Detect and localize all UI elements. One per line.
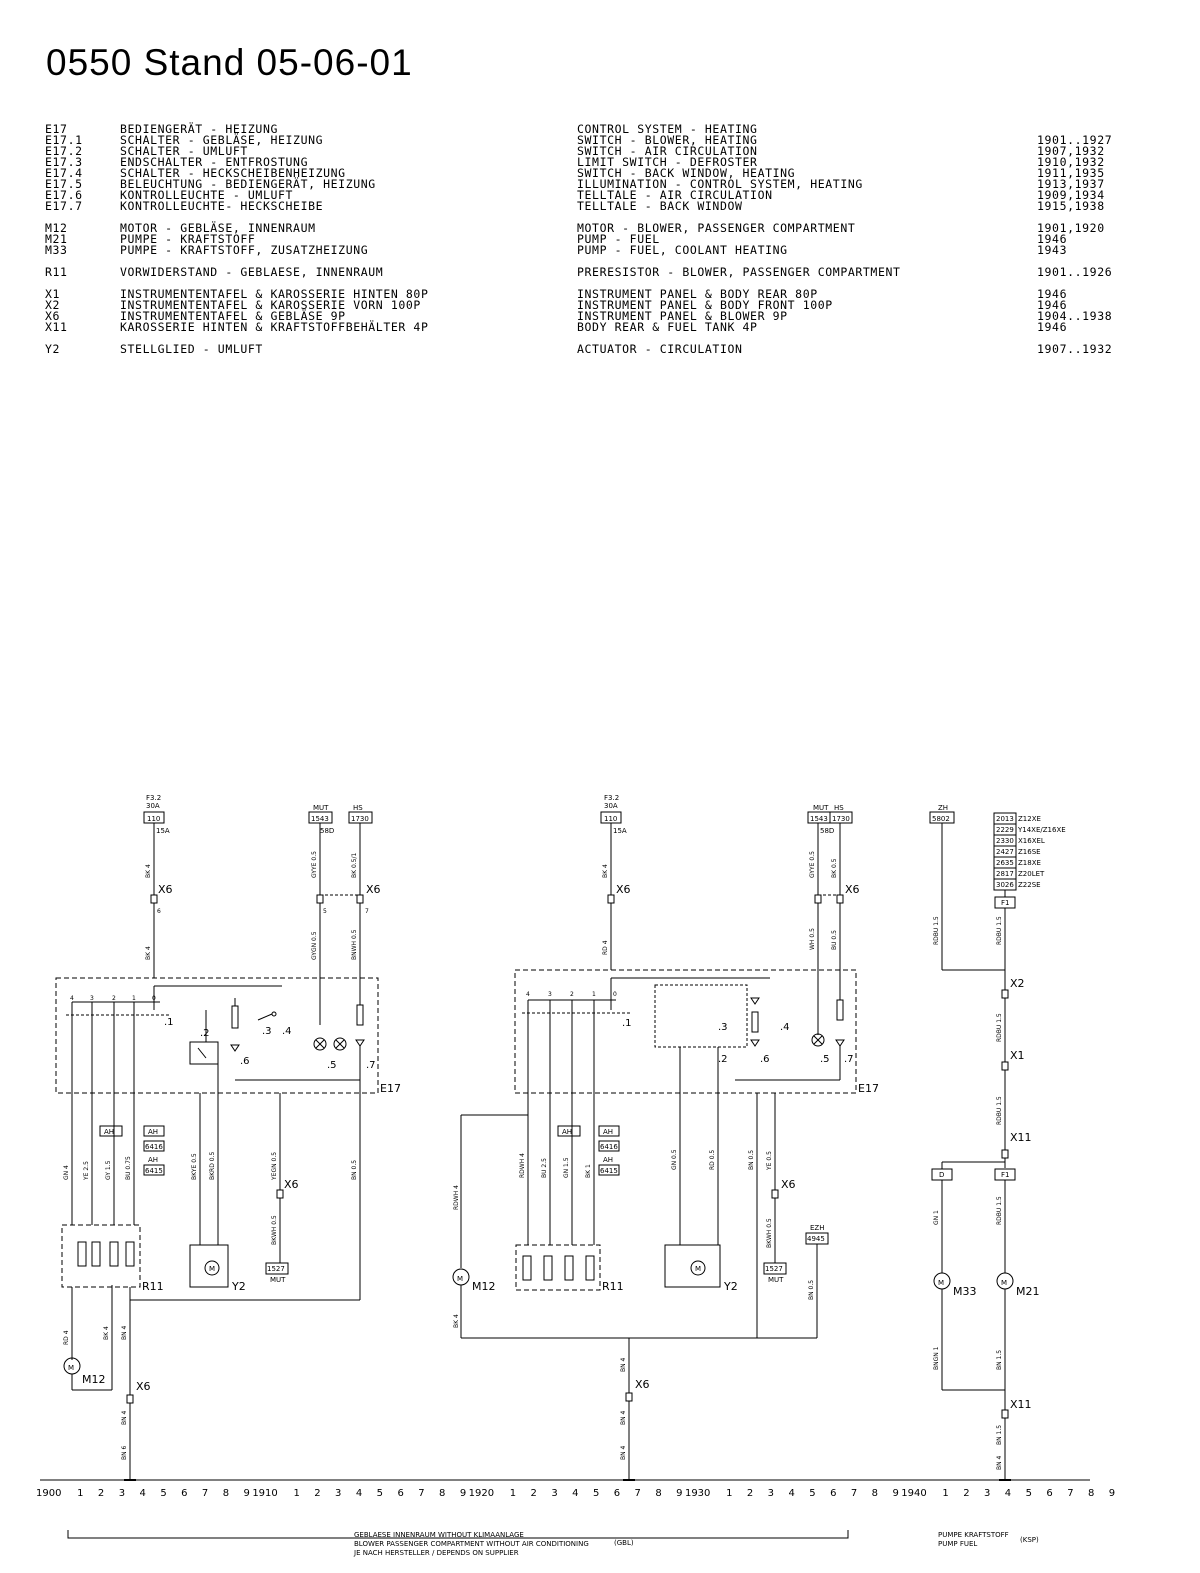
legend-de: BEDIENGERÄT - HEIZUNG bbox=[120, 122, 278, 136]
svg-text:15A: 15A bbox=[613, 827, 627, 835]
svg-text:Z20LET: Z20LET bbox=[1018, 870, 1045, 878]
legend-de: SCHALTER - GEBLÄSE, HEIZUNG bbox=[120, 133, 324, 147]
legend-code: M21 bbox=[45, 232, 68, 246]
svg-text:X2: X2 bbox=[1010, 977, 1025, 990]
legend-code: E17.2 bbox=[45, 144, 83, 158]
ruler-digit: 4 bbox=[788, 1488, 795, 1499]
legend-en: SWITCH - BLOWER, HEATING bbox=[577, 133, 758, 147]
footer-ksp-line2: PUMP FUEL bbox=[938, 1540, 978, 1548]
legend-code: E17.6 bbox=[45, 188, 83, 202]
svg-text:F1: F1 bbox=[1001, 899, 1010, 907]
ruler-digit: 1 bbox=[509, 1488, 517, 1499]
legend-en: INSTRUMENT PANEL & BODY REAR 80P bbox=[577, 287, 818, 301]
svg-text:AH: AH bbox=[148, 1156, 159, 1164]
svg-text:BK 0.5/1: BK 0.5/1 bbox=[351, 852, 358, 878]
svg-text:5802: 5802 bbox=[932, 815, 950, 823]
svg-text:6415: 6415 bbox=[600, 1167, 618, 1175]
ruler-digit: 3 bbox=[551, 1488, 558, 1499]
svg-text:GYGN 0.5: GYGN 0.5 bbox=[311, 931, 318, 960]
ruler-digit: 1 bbox=[726, 1488, 733, 1499]
svg-text:YE 0.5: YE 0.5 bbox=[766, 1151, 773, 1170]
svg-text:M: M bbox=[457, 1275, 464, 1283]
circuit-middle bbox=[453, 794, 879, 1480]
ruler-digit: 5 bbox=[592, 1488, 600, 1499]
svg-text:D: D bbox=[939, 1171, 945, 1179]
ruler-digit: 1 bbox=[293, 1488, 300, 1499]
legend-ref: 1911,1935 bbox=[1037, 166, 1105, 180]
ruler-digit: 4 bbox=[139, 1488, 146, 1499]
legend-de: INSTRUMENTENTAFEL & KAROSSERIE HINTEN 80P bbox=[120, 287, 429, 301]
svg-text:RDBU 1.5: RDBU 1.5 bbox=[996, 1013, 1003, 1042]
fuse-name: F3.2 bbox=[146, 794, 162, 802]
legend-de: KAROSSERIE HINTEN & KRAFTSTOFFBEHÄLTER 4P bbox=[120, 320, 429, 334]
legend-ref: 1901..1927 bbox=[1037, 133, 1113, 147]
svg-text:BK 0.5: BK 0.5 bbox=[831, 858, 838, 878]
legend-ref: 1909,1934 bbox=[1037, 188, 1105, 202]
legend-code: R11 bbox=[45, 265, 68, 279]
svg-text:GYYE 0.5: GYYE 0.5 bbox=[809, 851, 816, 878]
svg-text:58D: 58D bbox=[320, 827, 335, 835]
column-ruler bbox=[36, 1488, 1115, 1499]
svg-text:.1: .1 bbox=[164, 1017, 174, 1028]
svg-text:BK 4: BK 4 bbox=[453, 1314, 460, 1328]
legend-code: M12 bbox=[45, 221, 68, 235]
ruler-digit: 4 bbox=[1004, 1488, 1012, 1499]
svg-text:5: 5 bbox=[323, 908, 327, 915]
svg-text:EZH: EZH bbox=[810, 1224, 825, 1232]
ruler-decade: 1930 bbox=[684, 1488, 711, 1499]
ruler-digit: 5 bbox=[1025, 1488, 1032, 1499]
legend-code: Y2 bbox=[45, 342, 61, 356]
mut-label: MUT bbox=[313, 804, 329, 812]
svg-text:2427: 2427 bbox=[996, 848, 1014, 856]
svg-text:BN 4: BN 4 bbox=[121, 1325, 128, 1340]
svg-text:AH: AH bbox=[603, 1156, 614, 1164]
ruler-digit: 7 bbox=[201, 1488, 209, 1499]
svg-text:4: 4 bbox=[526, 991, 530, 998]
legend-code: E17.1 bbox=[45, 133, 83, 147]
legend-ref: 1901..1926 bbox=[1037, 265, 1113, 279]
svg-text:BK 4: BK 4 bbox=[103, 1326, 110, 1340]
svg-text:M21: M21 bbox=[1016, 1285, 1040, 1298]
e17-box bbox=[56, 978, 378, 1093]
ruler-decade: 1920 bbox=[468, 1488, 495, 1499]
svg-text:X16XEL: X16XEL bbox=[1018, 837, 1045, 845]
svg-text:2: 2 bbox=[570, 991, 574, 998]
svg-text:.2: .2 bbox=[200, 1028, 210, 1039]
ruler-digit: 8 bbox=[222, 1488, 230, 1499]
svg-text:2330: 2330 bbox=[996, 837, 1014, 845]
svg-text:R11: R11 bbox=[602, 1280, 624, 1293]
svg-text:3: 3 bbox=[548, 991, 552, 998]
legend-ref: 1910,1932 bbox=[1037, 155, 1105, 169]
svg-text:X6: X6 bbox=[284, 1178, 299, 1191]
legend-de: KONTROLLEUCHTE- HECKSCHEIBE bbox=[120, 199, 324, 213]
svg-text:.1: .1 bbox=[622, 1018, 632, 1029]
legend-en: INSTRUMENT PANEL & BLOWER 9P bbox=[577, 309, 788, 323]
svg-text:E17: E17 bbox=[858, 1082, 879, 1095]
hs-label: HS bbox=[353, 804, 363, 812]
svg-text:RDBU 1.5: RDBU 1.5 bbox=[996, 1096, 1003, 1125]
ruler-digit: 8 bbox=[439, 1488, 446, 1499]
svg-text:X6: X6 bbox=[845, 883, 860, 896]
component-legend bbox=[0, 0, 1200, 380]
legend-en: CONTROL SYSTEM - HEATING bbox=[577, 122, 758, 136]
fuse-rating: 30A bbox=[146, 802, 160, 810]
ruler-digit: 3 bbox=[335, 1488, 342, 1499]
footer-gbl-tag: (GBL) bbox=[614, 1539, 634, 1547]
legend-code: E17.3 bbox=[45, 155, 83, 169]
svg-text:Z12XE: Z12XE bbox=[1018, 815, 1041, 823]
svg-text:RDWH 4: RDWH 4 bbox=[453, 1185, 460, 1210]
svg-text:BN 4: BN 4 bbox=[620, 1445, 627, 1460]
ruler-digit: 6 bbox=[613, 1488, 621, 1499]
ruler-digit: 3 bbox=[767, 1488, 775, 1499]
svg-text:BK 4: BK 4 bbox=[145, 864, 152, 878]
svg-text:7: 7 bbox=[365, 908, 369, 915]
svg-text:RD 0.5: RD 0.5 bbox=[709, 1149, 716, 1170]
legend-code: E17.4 bbox=[45, 166, 83, 180]
svg-text:BN 0.5: BN 0.5 bbox=[748, 1149, 755, 1170]
svg-text:3: 3 bbox=[90, 995, 94, 1002]
svg-text:1527: 1527 bbox=[765, 1265, 783, 1273]
svg-text:6415: 6415 bbox=[145, 1167, 163, 1175]
legend-code: E17.7 bbox=[45, 199, 83, 213]
svg-text:M: M bbox=[1001, 1279, 1008, 1287]
ruler-digit: 9 bbox=[892, 1488, 899, 1499]
ruler-digit: 9 bbox=[1108, 1488, 1116, 1499]
legend-en: MOTOR - BLOWER, PASSENGER COMPARTMENT bbox=[577, 221, 856, 235]
svg-text:RDBU 1.5: RDBU 1.5 bbox=[996, 1196, 1003, 1225]
legend-de: PUMPE - KRAFTSTOFF bbox=[120, 232, 256, 246]
svg-text:.3: .3 bbox=[262, 1026, 272, 1037]
svg-text:BN 0.5: BN 0.5 bbox=[351, 1159, 358, 1180]
legend-ref: 1907..1932 bbox=[1037, 342, 1113, 356]
legend-en: PUMP - FUEL bbox=[577, 232, 660, 246]
svg-text:M: M bbox=[68, 1364, 75, 1372]
svg-text:1: 1 bbox=[132, 995, 136, 1002]
svg-text:.7: .7 bbox=[366, 1060, 376, 1071]
ruler-digit: 2 bbox=[963, 1488, 970, 1499]
svg-text:.4: .4 bbox=[282, 1026, 292, 1037]
svg-text:58D: 58D bbox=[820, 827, 835, 835]
legend-de: BELEUCHTUNG - BEDIENGERÄT, HEIZUNG bbox=[120, 177, 376, 191]
svg-text:X6: X6 bbox=[366, 883, 381, 896]
svg-text:MUT: MUT bbox=[270, 1276, 286, 1284]
svg-text:GN 1.5: GN 1.5 bbox=[563, 1157, 570, 1178]
svg-text:1527: 1527 bbox=[267, 1265, 285, 1273]
e17-label: E17 bbox=[380, 1082, 401, 1095]
svg-text:RD 4: RD 4 bbox=[602, 940, 609, 955]
svg-text:BU 2.5: BU 2.5 bbox=[541, 1158, 548, 1178]
ruler-digit: 9 bbox=[459, 1488, 467, 1499]
legend-ref: 1946 bbox=[1037, 287, 1068, 301]
svg-text:M33: M33 bbox=[953, 1285, 977, 1298]
svg-text:Y14XE/Z16XE: Y14XE/Z16XE bbox=[1018, 826, 1066, 834]
ruler-digit: 5 bbox=[809, 1488, 816, 1499]
svg-text:.3: .3 bbox=[718, 1022, 728, 1033]
svg-text:.6: .6 bbox=[760, 1054, 770, 1065]
svg-text:X11: X11 bbox=[1010, 1398, 1032, 1411]
legend-en: INSTRUMENT PANEL & BODY FRONT 100P bbox=[577, 298, 833, 312]
m12-label: M12 bbox=[82, 1373, 106, 1386]
node-1543: 1543 bbox=[311, 815, 329, 823]
svg-text:.7: .7 bbox=[844, 1054, 854, 1065]
svg-text:Z18XE: Z18XE bbox=[1018, 859, 1041, 867]
svg-text:6: 6 bbox=[157, 908, 161, 915]
svg-text:BU 0.75: BU 0.75 bbox=[125, 1156, 132, 1180]
svg-text:BKWH 0.5: BKWH 0.5 bbox=[271, 1215, 278, 1245]
svg-text:BNGN 1: BNGN 1 bbox=[933, 1346, 940, 1370]
svg-text:BK 4: BK 4 bbox=[602, 864, 609, 878]
legend-code: X2 bbox=[45, 298, 61, 312]
svg-text:GN 4: GN 4 bbox=[63, 1165, 70, 1180]
svg-text:YE 2.5: YE 2.5 bbox=[83, 1161, 90, 1180]
legend-code: E17 bbox=[45, 122, 68, 136]
legend-code: M33 bbox=[45, 243, 68, 257]
ruler-digit: 6 bbox=[830, 1488, 837, 1499]
svg-text:0: 0 bbox=[613, 991, 617, 998]
svg-text:BK 4: BK 4 bbox=[145, 946, 152, 960]
svg-text:RDBU 1.5: RDBU 1.5 bbox=[933, 916, 940, 945]
ruler-digit: 7 bbox=[1067, 1488, 1074, 1499]
svg-text:.5: .5 bbox=[820, 1054, 830, 1065]
wire-labels bbox=[63, 851, 1003, 1470]
footer-gbl-line1: GEBLAESE INNENRAUM WITHOUT KLIMAANLAGE bbox=[354, 1531, 524, 1539]
footer-ksp-line1: PUMPE KRAFTSTOFF bbox=[938, 1531, 1009, 1539]
node-1730: 1730 bbox=[351, 815, 369, 823]
y2-label: Y2 bbox=[232, 1280, 246, 1293]
svg-text:M: M bbox=[209, 1265, 216, 1273]
svg-text:0: 0 bbox=[152, 995, 156, 1002]
ruler-digit: 6 bbox=[1046, 1488, 1053, 1499]
ruler-digit: 9 bbox=[243, 1488, 250, 1499]
wiring-schematic bbox=[0, 780, 1200, 1573]
svg-text:1730: 1730 bbox=[832, 815, 850, 823]
svg-text:MUT: MUT bbox=[768, 1276, 784, 1284]
svg-text:2: 2 bbox=[112, 995, 116, 1002]
circuit-right bbox=[930, 804, 1066, 1480]
footer-gbl-line2: BLOWER PASSENGER COMPARTMENT WITHOUT AIR CONDITIONING bbox=[354, 1540, 589, 1548]
legend-ref: 1915,1938 bbox=[1037, 199, 1105, 213]
svg-text:BNWH 0.5: BNWH 0.5 bbox=[351, 929, 358, 960]
ruler-digit: 6 bbox=[181, 1488, 188, 1499]
ruler-digit: 8 bbox=[871, 1488, 879, 1499]
svg-text:GN 0.5: GN 0.5 bbox=[671, 1149, 678, 1170]
legend-ref: 1943 bbox=[1037, 243, 1068, 257]
legend-ref: 1946 bbox=[1037, 298, 1068, 312]
svg-text:6416: 6416 bbox=[145, 1143, 163, 1151]
legend-de: STELLGLIED - UMLUFT bbox=[120, 342, 263, 356]
svg-text:M12: M12 bbox=[472, 1280, 496, 1293]
footer-gbl-line3: JE NACH HERSTELLER / DEPENDS ON SUPPLIER bbox=[354, 1549, 519, 1557]
legend-en: SWITCH - BACK WINDOW, HEATING bbox=[577, 166, 796, 180]
svg-text:.2: .2 bbox=[718, 1054, 728, 1065]
svg-text:BN 4: BN 4 bbox=[121, 1410, 128, 1425]
svg-text:BN 4: BN 4 bbox=[996, 1455, 1003, 1470]
svg-text:3026: 3026 bbox=[996, 881, 1014, 889]
svg-text:X6: X6 bbox=[136, 1380, 151, 1393]
footer-ksp-tag: (KSP) bbox=[1020, 1536, 1039, 1544]
legend-code: X11 bbox=[45, 320, 68, 334]
ruler-digit: 7 bbox=[850, 1488, 858, 1499]
legend-en: TELLTALE - BACK WINDOW bbox=[577, 199, 743, 213]
legend-de: MOTOR - GEBLÄSE, INNENRAUM bbox=[120, 221, 316, 235]
legend-de: VORWIDERSTAND - GEBLAESE, INNENRAUM bbox=[120, 265, 384, 279]
svg-text:YEGN 0.5: YEGN 0.5 bbox=[271, 1151, 278, 1180]
svg-text:2229: 2229 bbox=[996, 826, 1014, 834]
ruler-digit: 7 bbox=[418, 1488, 425, 1499]
svg-text:4945: 4945 bbox=[807, 1235, 825, 1243]
legend-code: X6 bbox=[45, 309, 61, 323]
x6-label: X6 bbox=[158, 883, 173, 896]
svg-text:4: 4 bbox=[70, 995, 74, 1002]
legend-de: INSTRUMENTENTAFEL & GEBLÄSE 9P bbox=[120, 309, 346, 323]
legend-de: INSTRUMENTENTAFEL & KAROSSERIE VORN 100P bbox=[120, 298, 421, 312]
legend-code: X1 bbox=[45, 287, 61, 301]
svg-text:.6: .6 bbox=[240, 1056, 250, 1067]
legend-de: PUMPE - KRAFTSTOFF, ZUSATZHEIZUNG bbox=[120, 243, 369, 257]
ruler-digit: 5 bbox=[160, 1488, 167, 1499]
ruler-digit: 2 bbox=[97, 1488, 105, 1499]
legend-ref: 1907,1932 bbox=[1037, 144, 1105, 158]
svg-text:AH: AH bbox=[603, 1128, 614, 1136]
svg-text:F1: F1 bbox=[1001, 1171, 1010, 1179]
ruler-digit: 4 bbox=[355, 1488, 363, 1499]
svg-text:BU 0.5: BU 0.5 bbox=[831, 930, 838, 950]
fuse-wire: 15A bbox=[156, 827, 170, 835]
svg-text:BKRD 0.5: BKRD 0.5 bbox=[209, 1151, 216, 1180]
svg-text:GN 1: GN 1 bbox=[933, 1210, 940, 1225]
svg-text:BK 1: BK 1 bbox=[585, 1164, 592, 1178]
ruler-digit: 4 bbox=[572, 1488, 579, 1499]
svg-text:30A: 30A bbox=[604, 802, 618, 810]
svg-text:F3.2: F3.2 bbox=[604, 794, 620, 802]
legend-de: ENDSCHALTER - ENTFROSTUNG bbox=[120, 155, 309, 169]
legend-en: ILLUMINATION - CONTROL SYSTEM, HEATING bbox=[577, 177, 863, 191]
legend-ref: 1901,1920 bbox=[1037, 221, 1105, 235]
r11-label: R11 bbox=[142, 1280, 164, 1293]
legend-code: E17.5 bbox=[45, 177, 83, 191]
legend-ref: 1904..1938 bbox=[1037, 309, 1113, 323]
legend-de: KONTROLLEUCHTE - UMLUFT bbox=[120, 188, 294, 202]
svg-text:BKYE 0.5: BKYE 0.5 bbox=[191, 1153, 198, 1180]
svg-text:2013: 2013 bbox=[996, 815, 1014, 823]
svg-text:1543: 1543 bbox=[810, 815, 828, 823]
svg-text:WH 0.5: WH 0.5 bbox=[809, 928, 816, 950]
ruler-decade: 1900 bbox=[36, 1488, 62, 1499]
svg-text:GY 1.5: GY 1.5 bbox=[105, 1160, 112, 1180]
circuit-left bbox=[56, 794, 401, 1480]
engine-variant-table bbox=[994, 813, 1066, 890]
ruler-digit: 6 bbox=[397, 1488, 404, 1499]
legend-en: PUMP - FUEL, COOLANT HEATING bbox=[577, 243, 788, 257]
ruler-decade: 1910 bbox=[252, 1488, 278, 1499]
svg-text:RDBU 1.5: RDBU 1.5 bbox=[996, 916, 1003, 945]
svg-text:BKWH 0.5: BKWH 0.5 bbox=[766, 1218, 773, 1248]
svg-text:M: M bbox=[938, 1279, 945, 1287]
svg-text:BN 1.5: BN 1.5 bbox=[996, 1424, 1003, 1445]
svg-text:AH: AH bbox=[104, 1128, 115, 1136]
svg-text:BN 1.5: BN 1.5 bbox=[996, 1349, 1003, 1370]
svg-text:Y2: Y2 bbox=[724, 1280, 738, 1293]
ruler-digit: 2 bbox=[746, 1488, 754, 1499]
legend-en: SWITCH - AIR CIRCULATION bbox=[577, 144, 758, 158]
svg-text:MUT: MUT bbox=[813, 804, 829, 812]
legend-ref: 1946 bbox=[1037, 232, 1068, 246]
legend-ref: 1946 bbox=[1037, 320, 1068, 334]
ruler-digit: 7 bbox=[634, 1488, 641, 1499]
legend-de: SCHALTER - HECKSCHEIBENHEIZUNG bbox=[120, 166, 346, 180]
ruler-digit: 3 bbox=[118, 1488, 126, 1499]
svg-text:X11: X11 bbox=[1010, 1131, 1032, 1144]
svg-text:BN 4: BN 4 bbox=[620, 1410, 627, 1425]
ruler-digit: 8 bbox=[1088, 1488, 1095, 1499]
ruler-digit: 1 bbox=[77, 1488, 84, 1499]
ruler-digit: 5 bbox=[376, 1488, 384, 1499]
legend-en: ACTUATOR - CIRCULATION bbox=[577, 342, 743, 356]
svg-text:.5: .5 bbox=[327, 1060, 337, 1071]
svg-text:110: 110 bbox=[604, 815, 618, 823]
svg-text:M: M bbox=[695, 1265, 702, 1273]
svg-text:Z16SE: Z16SE bbox=[1018, 848, 1041, 856]
svg-text:2635: 2635 bbox=[996, 859, 1014, 867]
ruler-digit: 9 bbox=[676, 1488, 683, 1499]
svg-text:2817: 2817 bbox=[996, 870, 1014, 878]
svg-text:X6: X6 bbox=[781, 1178, 796, 1191]
legend-ref: 1913,1937 bbox=[1037, 177, 1105, 191]
svg-text:BN 4: BN 4 bbox=[620, 1357, 627, 1372]
svg-text:.4: .4 bbox=[780, 1022, 790, 1033]
page-title: 0550 Stand 05-06-01 bbox=[46, 42, 413, 83]
legend-en: TELLTALE - AIR CIRCULATION bbox=[577, 188, 773, 202]
svg-text:X6: X6 bbox=[616, 883, 631, 896]
ruler-digit: 2 bbox=[530, 1488, 537, 1499]
svg-text:1: 1 bbox=[592, 991, 596, 998]
svg-text:RD 4: RD 4 bbox=[63, 1330, 70, 1345]
ruler-digit: 1 bbox=[942, 1488, 949, 1499]
svg-text:X6: X6 bbox=[635, 1378, 650, 1391]
svg-text:BN 6: BN 6 bbox=[121, 1445, 128, 1460]
svg-text:6416: 6416 bbox=[600, 1143, 618, 1151]
svg-text:RDWH 4: RDWH 4 bbox=[519, 1153, 526, 1178]
legend-de: SCHALTER - UMLUFT bbox=[120, 144, 248, 158]
ruler-digit: 3 bbox=[984, 1488, 991, 1499]
svg-text:Z22SE: Z22SE bbox=[1018, 881, 1041, 889]
svg-text:ZH: ZH bbox=[938, 804, 949, 812]
legend-en: PRERESISTOR - BLOWER, PASSENGER COMPARTMENT bbox=[577, 265, 901, 279]
legend-en: LIMIT SWITCH - DEFROSTER bbox=[577, 155, 758, 169]
svg-text:X1: X1 bbox=[1010, 1049, 1025, 1062]
ruler-decade: 1940 bbox=[901, 1488, 927, 1499]
svg-text:AH: AH bbox=[562, 1128, 573, 1136]
fuse-node: 110 bbox=[147, 815, 161, 823]
legend-en: BODY REAR & FUEL TANK 4P bbox=[577, 320, 758, 334]
ruler-digit: 2 bbox=[314, 1488, 321, 1499]
svg-text:BN 0.5: BN 0.5 bbox=[808, 1279, 815, 1300]
svg-text:AH: AH bbox=[148, 1128, 159, 1136]
ruler-digit: 8 bbox=[655, 1488, 662, 1499]
svg-text:GYYE 0.5: GYYE 0.5 bbox=[311, 851, 318, 878]
svg-text:HS: HS bbox=[834, 804, 844, 812]
